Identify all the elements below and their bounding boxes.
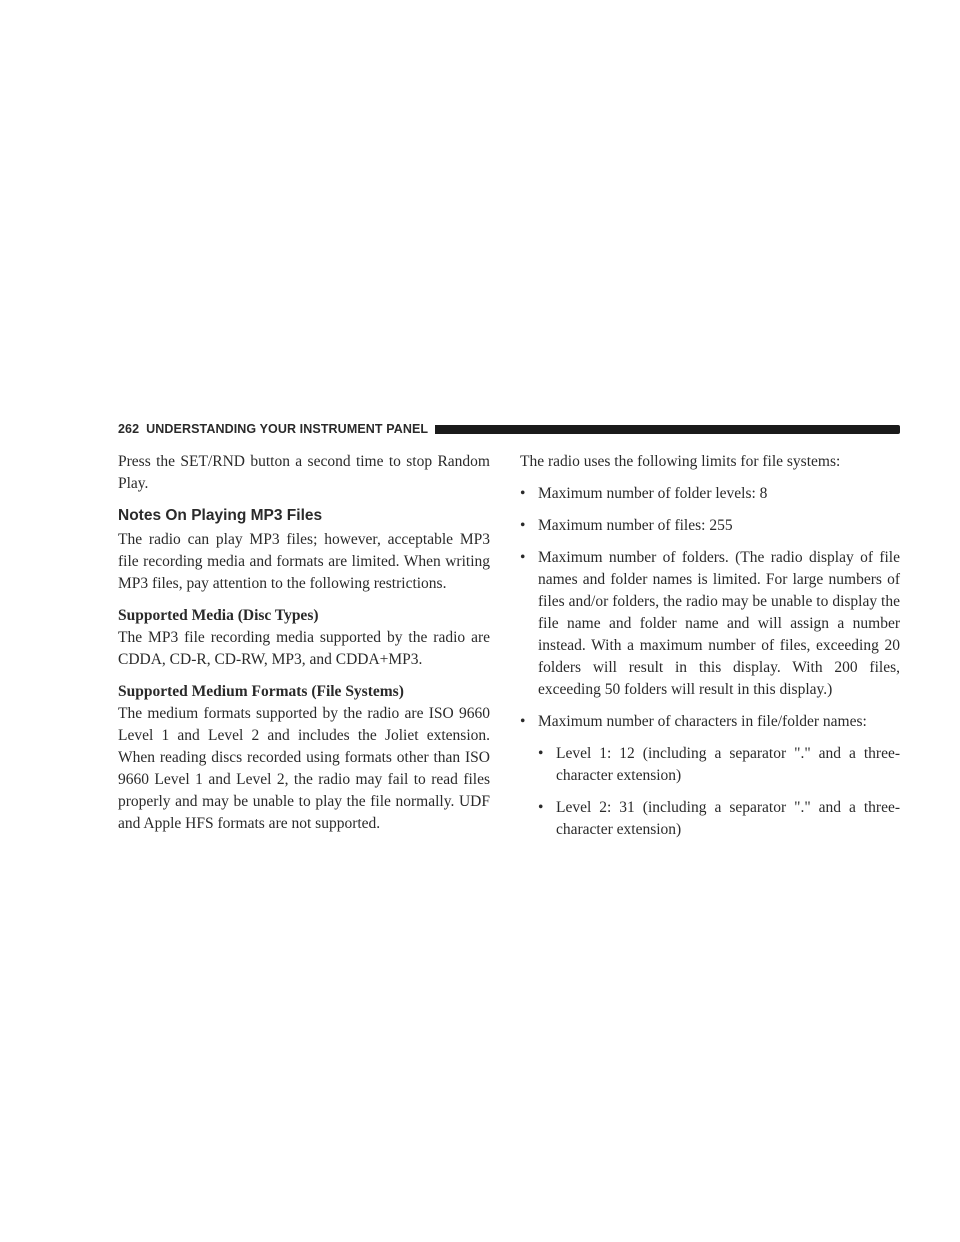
subheading-supported-media: Supported Media (Disc Types)	[118, 607, 319, 624]
bullet-icon: •	[520, 549, 526, 566]
limits-intro: The radio uses the following limits for file systems:	[520, 453, 841, 470]
list-item	[520, 711, 900, 841]
list-item	[520, 483, 900, 505]
page-number: 262	[118, 422, 140, 436]
section-title: UNDERSTANDING YOUR INSTRUMENT PANEL	[146, 422, 429, 436]
bullet-icon: •	[520, 713, 526, 730]
list-item	[520, 547, 900, 701]
list-item-text: Maximum number of folder levels: 8	[538, 485, 768, 502]
list-item-text: Maximum number of folders. (The radio display of file names and folder names is limited. For large numbers of files and/or folders, the radio may be unable to display the file name and folder name and will assign a number instead. With a maximum number of files, exceeding 20 folders will result in this display. With 200 files, exceeding 50 folders will result in this display.)	[538, 549, 900, 698]
sub-list-item	[538, 797, 900, 841]
bullet-icon: •	[520, 517, 526, 534]
list-item-text: Maximum number of characters in file/folder names:	[538, 713, 867, 730]
page-header	[118, 421, 900, 437]
limits-list	[520, 483, 900, 841]
sub-list-item-text: Level 2: 31 (including a separator "." and a three-character extension)	[556, 799, 900, 838]
sub-list-item-text: Level 1: 12 (including a separator "." and a three-character extension)	[556, 745, 900, 784]
bullet-icon: •	[520, 485, 526, 502]
supported-media-paragraph: The MP3 file recording media supported by the radio are CDDA, CD-R, CD-RW, MP3, and CDDA+MP3.	[118, 629, 490, 668]
bullet-icon: •	[538, 745, 544, 762]
intro-paragraph: Press the SET/RND button a second time to stop Random Play.	[118, 453, 490, 492]
list-item-text: Maximum number of files: 255	[538, 517, 733, 534]
bullet-icon: •	[538, 799, 544, 816]
left-column	[118, 451, 490, 845]
right-column	[520, 451, 900, 851]
sub-list-item	[538, 743, 900, 787]
list-item	[520, 515, 900, 537]
section-heading: Notes On Playing MP3 Files	[118, 507, 323, 524]
mp3-notes-paragraph: The radio can play MP3 files; however, acceptable MP3 file recording media and formats are limited. When writing MP3 files, pay attention to the following restrictions.	[118, 531, 490, 592]
sub-list	[538, 743, 900, 841]
supported-formats-paragraph: The medium formats supported by the radio are ISO 9660 Level 1 and Level 2 and includes the Joliet extension. When reading discs recorded using formats other than ISO 9660 Level 1 and Level 2, the radio may fail to read files properly and may be unable to play the file normally. UDF and Apple HFS formats are not supported.	[118, 705, 490, 832]
header-rule	[435, 425, 900, 434]
subheading-supported-formats: Supported Medium Formats (File Systems)	[118, 683, 404, 700]
